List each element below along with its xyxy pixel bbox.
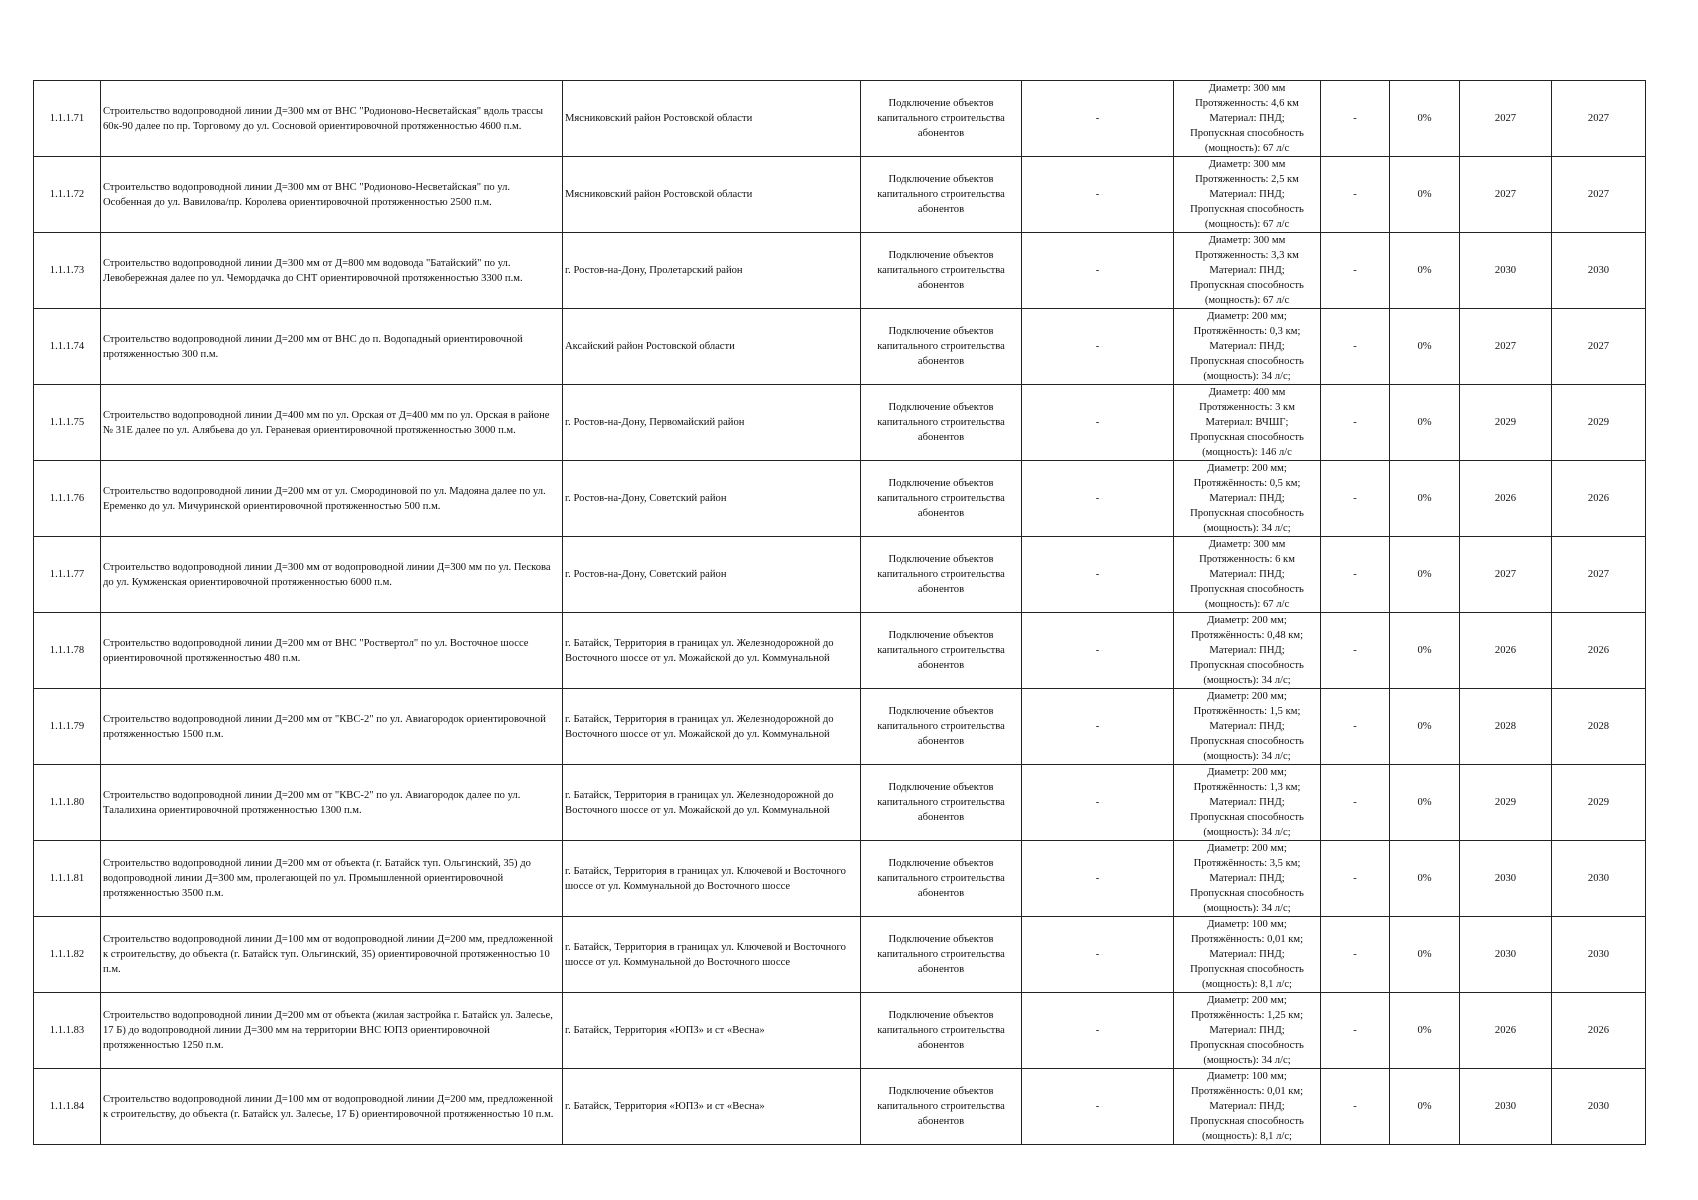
specs-line: Пропускная способность — [1190, 128, 1304, 139]
percent-cell: 0% — [1390, 81, 1460, 157]
purpose-cell: Подключение объектов капитального строительства абонентов — [861, 81, 1022, 157]
dash-cell: - — [1321, 917, 1390, 993]
specs-line: Диаметр: 200 мм; — [1207, 691, 1287, 702]
year-start-cell: 2026 — [1460, 461, 1552, 537]
row-number-cell: 1.1.1.82 — [34, 917, 101, 993]
year-end-cell: 2030 — [1552, 1069, 1646, 1145]
year-start-cell: 2027 — [1460, 537, 1552, 613]
year-end-cell: 2026 — [1552, 461, 1646, 537]
dash-cell: - — [1022, 461, 1174, 537]
row-number-cell: 1.1.1.71 — [34, 81, 101, 157]
location-cell: г. Батайск, Территория в границах ул. Ключевой и Восточного шоссе от ул. Коммунальной до Восточного шоссе — [563, 917, 861, 993]
year-start-cell: 2026 — [1460, 993, 1552, 1069]
specs-line: (мощность): 34 л/с; — [1203, 523, 1291, 534]
specs-line: Материал: ПНД; — [1209, 797, 1285, 808]
specs-cell — [1174, 309, 1321, 385]
purpose-cell: Подключение объектов капитального строительства абонентов — [861, 309, 1022, 385]
percent-cell: 0% — [1390, 1069, 1460, 1145]
specs-line: Пропускная способность — [1190, 204, 1304, 215]
specs-line: Пропускная способность — [1190, 356, 1304, 367]
table-row — [34, 689, 1646, 765]
project-name-cell: Строительство водопроводной линии Д=200 мм от объекта (жилая застройка г. Батайск ул. Залесье, 17 Б) до водопроводной линии Д=300 мм на территории ВНС ЮПЗ ориентировочной протяженностью 1250 п.м. — [101, 993, 563, 1069]
row-number-cell: 1.1.1.80 — [34, 765, 101, 841]
dash-cell: - — [1022, 765, 1174, 841]
dash-cell: - — [1022, 917, 1174, 993]
dash-cell: - — [1321, 1069, 1390, 1145]
year-end-cell: 2027 — [1552, 81, 1646, 157]
specs-line: (мощность): 34 л/с; — [1203, 371, 1291, 382]
project-name-cell: Строительство водопроводной линии Д=400 мм по ул. Орская от Д=400 мм по ул. Орская в районе № 31Е далее по ул. Алябьева до ул. Гераневая ориентировочной протяженностью 3000 п.м. — [101, 385, 563, 461]
project-name-cell: Строительство водопроводной линии Д=300 мм от Д=800 мм водовода "Батайский" по ул. Левобережная далее по ул. Чемордачка до СНТ ориентировочной протяженностью 3300 п.м. — [101, 233, 563, 309]
table-row — [34, 157, 1646, 233]
location-cell: Мясниковский район Ростовской области — [563, 81, 861, 157]
specs-line: Пропускная способность — [1190, 812, 1304, 823]
specs-cell — [1174, 841, 1321, 917]
dash-cell: - — [1321, 233, 1390, 309]
year-start-cell: 2029 — [1460, 385, 1552, 461]
specs-line: (мощность): 34 л/с; — [1203, 827, 1291, 838]
purpose-cell: Подключение объектов капитального строительства абонентов — [861, 385, 1022, 461]
specs-line: Диаметр: 200 мм; — [1207, 767, 1287, 778]
specs-line: Пропускная способность — [1190, 280, 1304, 291]
dash-cell: - — [1321, 309, 1390, 385]
percent-cell: 0% — [1390, 917, 1460, 993]
project-name-cell: Строительство водопроводной линии Д=200 мм от ВНС "Роствертол" по ул. Восточное шоссе ориентировочной протяженностью 480 п.м. — [101, 613, 563, 689]
specs-cell — [1174, 461, 1321, 537]
year-end-cell: 2029 — [1552, 765, 1646, 841]
project-name-cell: Строительство водопроводной линии Д=300 мм от ВНС "Родионово-Несветайская" по ул. Особенная до ул. Вавилова/пр. Королева ориентировочной протяженностью 2500 п.м. — [101, 157, 563, 233]
dash-cell: - — [1321, 157, 1390, 233]
year-end-cell: 2026 — [1552, 613, 1646, 689]
percent-cell: 0% — [1390, 765, 1460, 841]
specs-line: Материал: ПНД; — [1209, 341, 1285, 352]
specs-line: Протяженность: 3,3 км — [1195, 250, 1299, 261]
year-start-cell: 2028 — [1460, 689, 1552, 765]
location-cell: г. Ростов-на-Дону, Советский район — [563, 461, 861, 537]
specs-line: Пропускная способность — [1190, 888, 1304, 899]
dash-cell: - — [1022, 385, 1174, 461]
specs-cell — [1174, 385, 1321, 461]
location-cell: Мясниковский район Ростовской области — [563, 157, 861, 233]
specs-line: Протяжённость: 1,25 км; — [1190, 1010, 1304, 1021]
specs-line: Протяженность: 6 км — [1199, 554, 1295, 565]
percent-cell: 0% — [1390, 993, 1460, 1069]
dash-cell: - — [1022, 1069, 1174, 1145]
specs-line: Протяженность: 3 км — [1199, 402, 1295, 413]
purpose-cell: Подключение объектов капитального строительства абонентов — [861, 1069, 1022, 1145]
table-row — [34, 385, 1646, 461]
specs-line: Протяжённость: 3,5 км; — [1193, 858, 1301, 869]
year-start-cell: 2030 — [1460, 917, 1552, 993]
specs-line: Материал: ПНД; — [1209, 1025, 1285, 1036]
project-name-cell: Строительство водопроводной линии Д=100 мм от водопроводной линии Д=200 мм, предложенной к строительству, до объекта (г. Батайск туп. Ольгинский, 35) ориентировочной протяженностью 10 п.м. — [101, 917, 563, 993]
year-end-cell: 2030 — [1552, 233, 1646, 309]
purpose-cell: Подключение объектов капитального строительства абонентов — [861, 993, 1022, 1069]
table-row — [34, 613, 1646, 689]
specs-cell — [1174, 233, 1321, 309]
specs-line: Материал: ПНД; — [1209, 1101, 1285, 1112]
dash-cell: - — [1022, 993, 1174, 1069]
specs-line: Протяжённость: 0,48 км; — [1190, 630, 1304, 641]
table-row — [34, 309, 1646, 385]
dash-cell: - — [1321, 537, 1390, 613]
location-cell: г. Батайск, Территория в границах ул. Железнодорожной до Восточного шоссе от ул. Можайской до ул. Коммунальной — [563, 765, 861, 841]
specs-line: Пропускная способность — [1190, 432, 1304, 443]
table-row — [34, 233, 1646, 309]
dash-cell: - — [1022, 81, 1174, 157]
specs-line: Материал: ПНД; — [1209, 189, 1285, 200]
project-name-cell: Строительство водопроводной линии Д=200 мм от ул. Смородиновой по ул. Мадояна далее по ул. Еременко до ул. Мичуринской ориентировочной протяженностью 500 п.м. — [101, 461, 563, 537]
year-start-cell: 2027 — [1460, 309, 1552, 385]
specs-line: Материал: ВЧШГ; — [1205, 417, 1289, 428]
year-end-cell: 2030 — [1552, 917, 1646, 993]
location-cell: г. Батайск, Территория в границах ул. Железнодорожной до Восточного шоссе от ул. Можайской до ул. Коммунальной — [563, 613, 861, 689]
specs-line: Материал: ПНД; — [1209, 569, 1285, 580]
specs-line: Диаметр: 200 мм; — [1207, 463, 1287, 474]
purpose-cell: Подключение объектов капитального строительства абонентов — [861, 765, 1022, 841]
percent-cell: 0% — [1390, 537, 1460, 613]
purpose-cell: Подключение объектов капитального строительства абонентов — [861, 461, 1022, 537]
specs-line: Материал: ПНД; — [1209, 645, 1285, 656]
year-start-cell: 2030 — [1460, 1069, 1552, 1145]
specs-line: Пропускная способность — [1190, 508, 1304, 519]
percent-cell: 0% — [1390, 157, 1460, 233]
dash-cell: - — [1022, 309, 1174, 385]
dash-cell: - — [1022, 841, 1174, 917]
row-number-cell: 1.1.1.81 — [34, 841, 101, 917]
dash-cell: - — [1321, 81, 1390, 157]
specs-line: Диаметр: 200 мм; — [1207, 995, 1287, 1006]
year-start-cell: 2030 — [1460, 841, 1552, 917]
table-row — [34, 993, 1646, 1069]
specs-line: Диаметр: 200 мм; — [1207, 311, 1287, 322]
percent-cell: 0% — [1390, 613, 1460, 689]
specs-line: (мощность): 8,1 л/с; — [1202, 979, 1292, 990]
table-row — [34, 537, 1646, 613]
year-end-cell: 2027 — [1552, 157, 1646, 233]
year-end-cell: 2030 — [1552, 841, 1646, 917]
year-end-cell: 2027 — [1552, 537, 1646, 613]
dash-cell: - — [1022, 233, 1174, 309]
percent-cell: 0% — [1390, 689, 1460, 765]
row-number-cell: 1.1.1.79 — [34, 689, 101, 765]
table-row — [34, 841, 1646, 917]
specs-line: Диаметр: 300 мм — [1208, 235, 1286, 246]
row-number-cell: 1.1.1.78 — [34, 613, 101, 689]
row-number-cell: 1.1.1.84 — [34, 1069, 101, 1145]
specs-cell — [1174, 765, 1321, 841]
specs-cell — [1174, 689, 1321, 765]
purpose-cell: Подключение объектов капитального строительства абонентов — [861, 613, 1022, 689]
projects-table — [33, 80, 1646, 1145]
specs-line: Пропускная способность — [1190, 660, 1304, 671]
year-end-cell: 2026 — [1552, 993, 1646, 1069]
location-cell: г. Ростов-на-Дону, Советский район — [563, 537, 861, 613]
specs-line: (мощность): 67 л/с — [1204, 599, 1290, 610]
specs-cell — [1174, 917, 1321, 993]
row-number-cell: 1.1.1.75 — [34, 385, 101, 461]
specs-line: Протяжённость: 0,01 км; — [1190, 934, 1304, 945]
year-end-cell: 2029 — [1552, 385, 1646, 461]
purpose-cell: Подключение объектов капитального строительства абонентов — [861, 157, 1022, 233]
year-start-cell: 2030 — [1460, 233, 1552, 309]
specs-line: Диаметр: 100 мм; — [1207, 919, 1287, 930]
row-number-cell: 1.1.1.74 — [34, 309, 101, 385]
project-name-cell: Строительство водопроводной линии Д=200 мм от ВНС до п. Водопадный ориентировочной протяженностью 300 п.м. — [101, 309, 563, 385]
dash-cell: - — [1321, 613, 1390, 689]
project-name-cell: Строительство водопроводной линии Д=300 мм от ВНС "Родионово-Несветайская" вдоль трассы 60к-90 далее по пр. Торговому до ул. Сосновой ориентировочной протяженностью 4600 п.м. — [101, 81, 563, 157]
year-start-cell: 2026 — [1460, 613, 1552, 689]
table-row — [34, 765, 1646, 841]
location-cell: г. Ростов-на-Дону, Первомайский район — [563, 385, 861, 461]
specs-line: (мощность): 67 л/с — [1204, 143, 1290, 154]
percent-cell: 0% — [1390, 841, 1460, 917]
project-name-cell: Строительство водопроводной линии Д=200 мм от "КВС-2" по ул. Авиагородок ориентировочной протяженностью 1500 п.м. — [101, 689, 563, 765]
specs-line: Диаметр: 100 мм; — [1207, 1071, 1287, 1082]
specs-cell — [1174, 537, 1321, 613]
specs-line: Пропускная способность — [1190, 584, 1304, 595]
location-cell: г. Батайск, Территория в границах ул. Ключевой и Восточного шоссе от ул. Коммунальной до Восточного шоссе — [563, 841, 861, 917]
row-number-cell: 1.1.1.72 — [34, 157, 101, 233]
specs-line: Материал: ПНД; — [1209, 949, 1285, 960]
specs-line: Протяжённость: 0,5 км; — [1193, 478, 1301, 489]
percent-cell: 0% — [1390, 233, 1460, 309]
project-name-cell: Строительство водопроводной линии Д=200 мм от объекта (г. Батайск туп. Ольгинский, 35) до водопроводной линии Д=300 мм, пролегающей по ул. Промышленной ориентировочной протяженностью 3500 п.м. — [101, 841, 563, 917]
specs-line: Материал: ПНД; — [1209, 873, 1285, 884]
percent-cell: 0% — [1390, 385, 1460, 461]
purpose-cell: Подключение объектов капитального строительства абонентов — [861, 537, 1022, 613]
year-start-cell: 2027 — [1460, 81, 1552, 157]
purpose-cell: Подключение объектов капитального строительства абонентов — [861, 689, 1022, 765]
specs-line: Протяжённость: 1,5 км; — [1193, 706, 1301, 717]
year-end-cell: 2027 — [1552, 309, 1646, 385]
dash-cell: - — [1022, 689, 1174, 765]
dash-cell: - — [1022, 613, 1174, 689]
specs-line: Протяжённость: 1,3 км; — [1193, 782, 1301, 793]
table-row — [34, 1069, 1646, 1145]
purpose-cell: Подключение объектов капитального строительства абонентов — [861, 233, 1022, 309]
specs-line: Протяженность: 4,6 км — [1195, 98, 1299, 109]
row-number-cell: 1.1.1.77 — [34, 537, 101, 613]
specs-line: Диаметр: 200 мм; — [1207, 615, 1287, 626]
year-end-cell: 2028 — [1552, 689, 1646, 765]
specs-line: Протяжённость: 0,3 км; — [1193, 326, 1301, 337]
specs-line: Диаметр: 400 мм — [1208, 387, 1286, 398]
specs-line: (мощность): 34 л/с; — [1203, 1055, 1291, 1066]
year-start-cell: 2027 — [1460, 157, 1552, 233]
project-name-cell: Строительство водопроводной линии Д=200 мм от "КВС-2" по ул. Авиагородок далее по ул. Талалихина ориентировочной протяженностью 1300 п.м. — [101, 765, 563, 841]
specs-line: (мощность): 34 л/с; — [1203, 675, 1291, 686]
specs-cell — [1174, 157, 1321, 233]
percent-cell: 0% — [1390, 309, 1460, 385]
purpose-cell: Подключение объектов капитального строительства абонентов — [861, 841, 1022, 917]
specs-line: Диаметр: 200 мм; — [1207, 843, 1287, 854]
specs-line: Пропускная способность — [1190, 736, 1304, 747]
row-number-cell: 1.1.1.83 — [34, 993, 101, 1069]
specs-cell — [1174, 613, 1321, 689]
dash-cell: - — [1321, 689, 1390, 765]
table-row — [34, 917, 1646, 993]
specs-line: (мощность): 67 л/с — [1204, 219, 1290, 230]
dash-cell: - — [1321, 385, 1390, 461]
table-body — [34, 81, 1646, 1145]
location-cell: г. Батайск, Территория «ЮПЗ» и ст «Весна» — [563, 993, 861, 1069]
specs-line: (мощность): 146 л/с — [1202, 447, 1292, 458]
specs-cell — [1174, 993, 1321, 1069]
project-name-cell: Строительство водопроводной линии Д=300 мм от водопроводной линии Д=300 мм по ул. Пескова до ул. Кумженская ориентировочной протяженностью 6000 п.м. — [101, 537, 563, 613]
specs-line: (мощность): 67 л/с — [1204, 295, 1290, 306]
specs-line: Материал: ПНД; — [1209, 113, 1285, 124]
specs-line: Материал: ПНД; — [1209, 493, 1285, 504]
specs-cell — [1174, 81, 1321, 157]
location-cell: г. Батайск, Территория в границах ул. Железнодорожной до Восточного шоссе от ул. Можайской до ул. Коммунальной — [563, 689, 861, 765]
specs-line: Пропускная способность — [1190, 1116, 1304, 1127]
specs-line: (мощность): 34 л/с; — [1203, 751, 1291, 762]
location-cell: г. Батайск, Территория «ЮПЗ» и ст «Весна» — [563, 1069, 861, 1145]
year-start-cell: 2029 — [1460, 765, 1552, 841]
specs-line: Пропускная способность — [1190, 1040, 1304, 1051]
table-row — [34, 461, 1646, 537]
specs-line: (мощность): 8,1 л/с; — [1202, 1131, 1292, 1142]
specs-line: Протяженность: 2,5 км — [1195, 174, 1299, 185]
specs-line: Материал: ПНД; — [1209, 721, 1285, 732]
specs-line: Диаметр: 300 мм — [1208, 83, 1286, 94]
specs-line: Диаметр: 300 мм — [1208, 539, 1286, 550]
specs-line: Пропускная способность — [1190, 964, 1304, 975]
specs-line: Протяжённость: 0,01 км; — [1190, 1086, 1304, 1097]
specs-cell — [1174, 1069, 1321, 1145]
percent-cell: 0% — [1390, 461, 1460, 537]
specs-line: Диаметр: 300 мм — [1208, 159, 1286, 170]
purpose-cell: Подключение объектов капитального строительства абонентов — [861, 917, 1022, 993]
dash-cell: - — [1321, 993, 1390, 1069]
specs-line: (мощность): 34 л/с; — [1203, 903, 1291, 914]
dash-cell: - — [1022, 157, 1174, 233]
dash-cell: - — [1321, 765, 1390, 841]
location-cell: г. Ростов-на-Дону, Пролетарский район — [563, 233, 861, 309]
row-number-cell: 1.1.1.76 — [34, 461, 101, 537]
dash-cell: - — [1321, 461, 1390, 537]
project-name-cell: Строительство водопроводной линии Д=100 мм от водопроводной линии Д=200 мм, предложенной к строительству, до объекта (г. Батайск ул. Залесье, 17 Б) ориентировочной протяженностью 10 п.м. — [101, 1069, 563, 1145]
dash-cell: - — [1321, 841, 1390, 917]
table-row — [34, 81, 1646, 157]
dash-cell: - — [1022, 537, 1174, 613]
specs-line: Материал: ПНД; — [1209, 265, 1285, 276]
row-number-cell: 1.1.1.73 — [34, 233, 101, 309]
location-cell: Аксайский район Ростовской области — [563, 309, 861, 385]
